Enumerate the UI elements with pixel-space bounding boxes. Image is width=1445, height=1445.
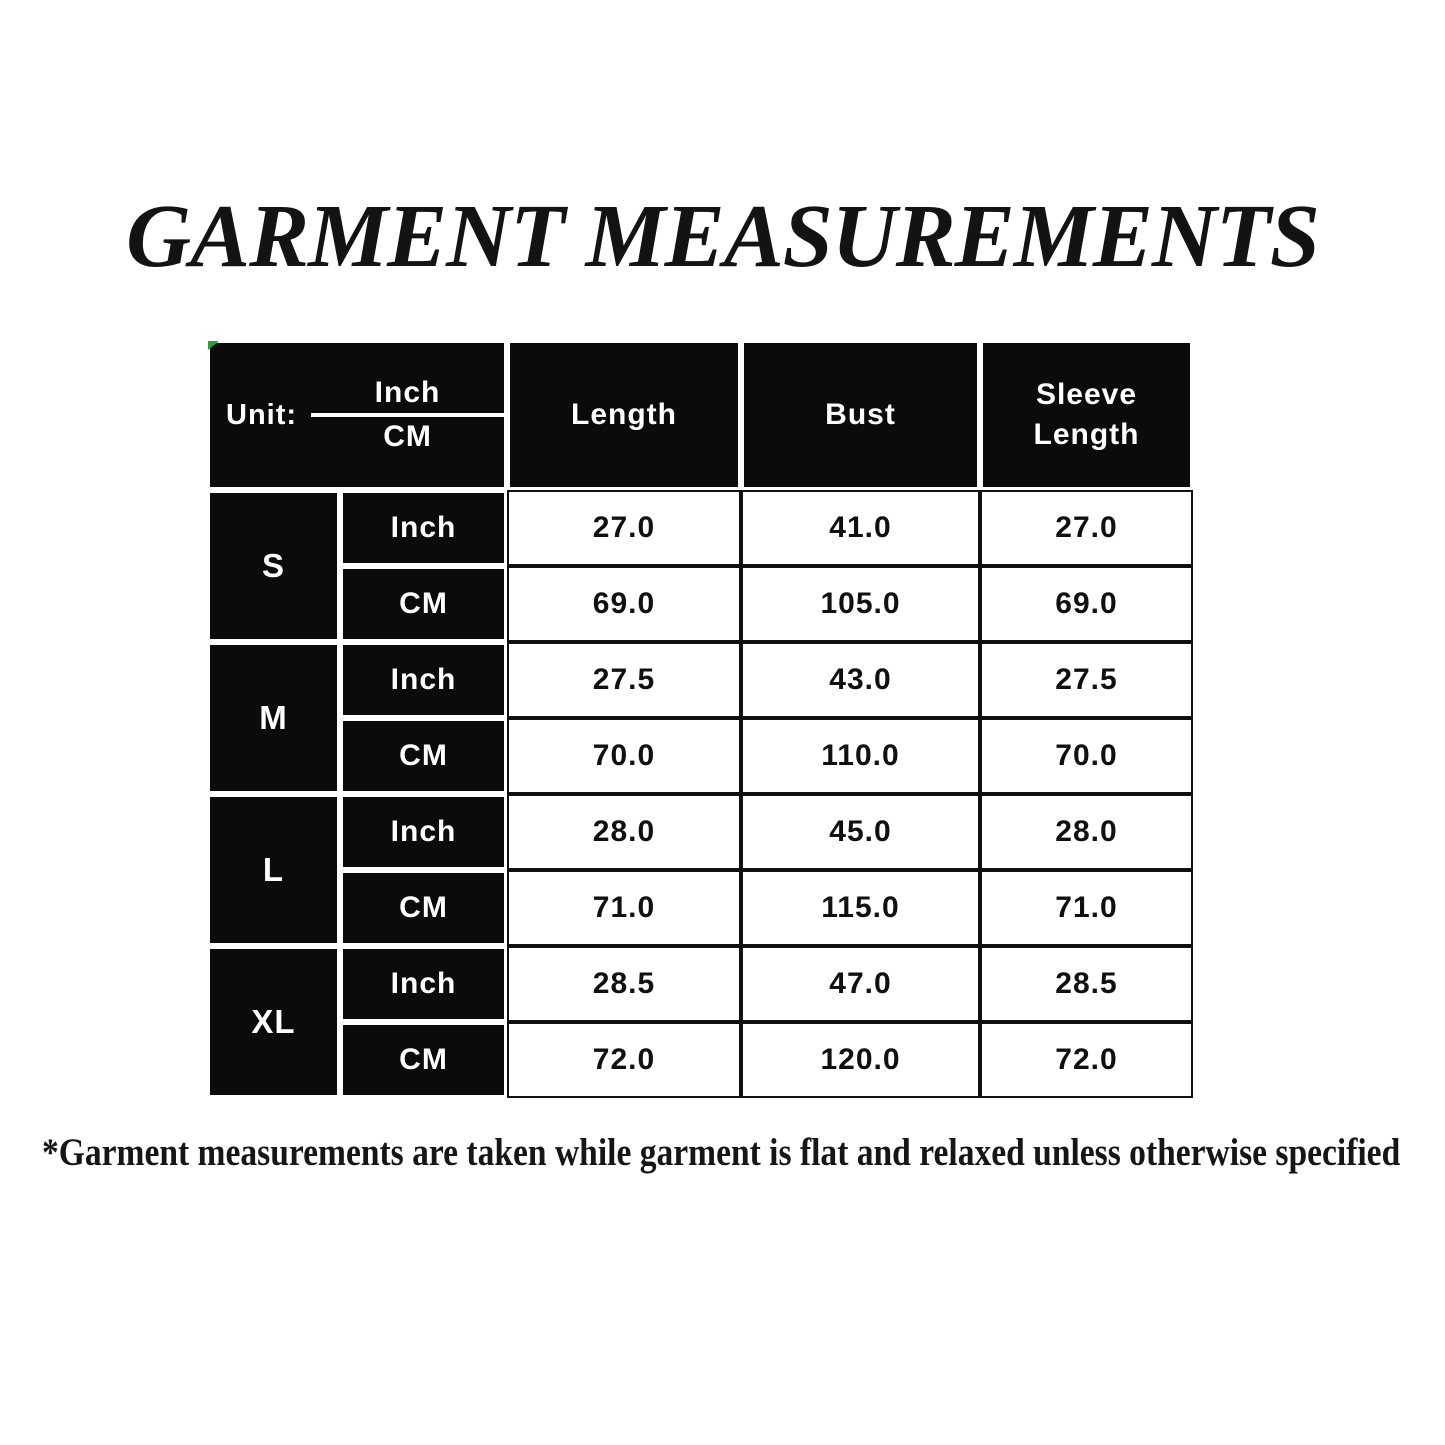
size-cell-m: M xyxy=(207,642,340,794)
value-cell-s-cm-sleeve: 69.0 xyxy=(980,566,1193,642)
unit-cell-s-cm: CM xyxy=(340,566,507,642)
value-cell-m-cm-sleeve: 70.0 xyxy=(980,718,1193,794)
value-cell-xl-cm-sleeve: 72.0 xyxy=(980,1022,1193,1098)
value-cell-l-cm-sleeve: 71.0 xyxy=(980,870,1193,946)
value-cell-xl-inch-sleeve: 28.5 xyxy=(980,946,1193,1022)
unit-fraction xyxy=(311,376,504,455)
unit-fraction-cm: CM xyxy=(383,420,432,453)
header-cell-length xyxy=(507,340,741,490)
unit-cell-l-inch: Inch xyxy=(340,794,507,870)
value-cell-s-cm-length: 69.0 xyxy=(507,566,741,642)
size-cell-xl: XL xyxy=(207,946,340,1098)
value-cell-m-inch-length: 27.5 xyxy=(507,642,741,718)
value-cell-m-cm-bust: 110.0 xyxy=(741,718,980,794)
header-label: Sleeve Length xyxy=(1033,377,1140,451)
value-cell-xl-cm-length: 72.0 xyxy=(507,1022,741,1098)
header-cell-unit xyxy=(207,340,507,490)
value-cell-l-inch-length: 28.0 xyxy=(507,794,741,870)
unit-cell-xl-cm: CM xyxy=(340,1022,507,1098)
unit-cell-xl-inch: Inch xyxy=(340,946,507,1022)
unit-cell-m-cm: CM xyxy=(340,718,507,794)
value-cell-xl-inch-bust: 47.0 xyxy=(741,946,980,1022)
value-cell-l-inch-bust: 45.0 xyxy=(741,794,980,870)
size-cell-l: L xyxy=(207,794,340,946)
header-label: Length xyxy=(571,397,677,431)
fraction-divider xyxy=(311,413,504,417)
size-cell-s: S xyxy=(207,490,340,642)
header-cell-sleeve-length xyxy=(980,340,1193,490)
unit-label: Unit: xyxy=(226,398,298,431)
value-cell-xl-inch-length: 28.5 xyxy=(507,946,741,1022)
value-cell-m-inch-bust: 43.0 xyxy=(741,642,980,718)
measurements-table xyxy=(207,340,1193,1098)
page-title: GARMENT MEASUREMENTS xyxy=(126,187,1319,286)
unit-fraction-inch: Inch xyxy=(374,375,441,409)
unit-cell-l-cm: CM xyxy=(340,870,507,946)
value-cell-s-cm-bust: 105.0 xyxy=(741,566,980,642)
value-cell-l-cm-length: 71.0 xyxy=(507,870,741,946)
value-cell-m-cm-length: 70.0 xyxy=(507,718,741,794)
unit-cell-s-inch: Inch xyxy=(340,490,507,566)
value-cell-l-inch-sleeve: 28.0 xyxy=(980,794,1193,870)
value-cell-m-inch-sleeve: 27.5 xyxy=(980,642,1193,718)
value-cell-l-cm-bust: 115.0 xyxy=(741,870,980,946)
value-cell-s-inch-bust: 41.0 xyxy=(741,490,980,566)
value-cell-s-inch-sleeve: 27.0 xyxy=(980,490,1193,566)
header-cell-bust xyxy=(741,340,980,490)
header-label: Bust xyxy=(825,397,896,431)
value-cell-xl-cm-bust: 120.0 xyxy=(741,1022,980,1098)
value-cell-s-inch-length: 27.0 xyxy=(507,490,741,566)
footnote-text: *Garment measurements are taken while garment is flat and relaxed unless otherwise specified xyxy=(42,1131,1401,1174)
unit-cell-m-inch: Inch xyxy=(340,642,507,718)
